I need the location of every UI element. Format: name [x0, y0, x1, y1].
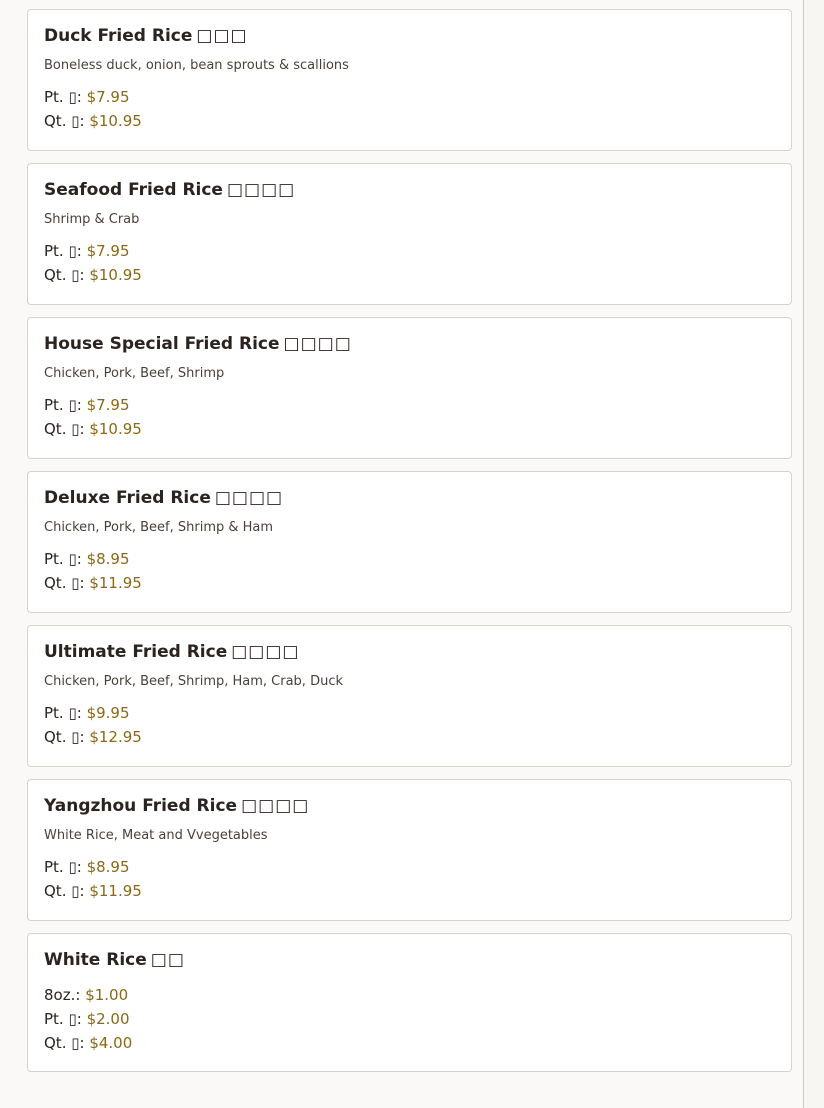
menu-item-card — [27, 933, 792, 1072]
price-row — [44, 879, 775, 903]
menu-item-card — [27, 317, 792, 459]
price-row — [44, 1007, 775, 1031]
price-row — [44, 983, 775, 1007]
size-label: Pt. ▯: — [44, 704, 82, 722]
menu-item-card — [27, 625, 792, 767]
price-value: $11.95 — [89, 882, 142, 900]
size-label: 8oz.: — [44, 986, 81, 1004]
item-chinese-name: □□□□ — [231, 642, 300, 662]
item-chinese-name: □□ — [150, 950, 185, 970]
price-list — [44, 547, 775, 595]
price-row — [44, 393, 775, 417]
menu-item-card — [27, 163, 792, 305]
price-value: $7.95 — [86, 242, 130, 260]
item-title — [44, 948, 775, 972]
item-description: Chicken, Pork, Beef, Shrimp & Ham — [44, 520, 274, 535]
price-value: $2.00 — [86, 1010, 130, 1028]
price-row — [44, 571, 775, 595]
price-row — [44, 263, 775, 287]
item-name: Duck Fried Rice — [44, 26, 193, 46]
size-label: Qt. ▯: — [44, 882, 85, 900]
price-value: $4.00 — [89, 1034, 133, 1052]
price-list — [44, 239, 775, 287]
item-chinese-name: □□□□ — [226, 180, 296, 200]
size-label: Pt. ▯: — [44, 858, 82, 876]
price-value: $7.95 — [86, 88, 130, 106]
item-name: Deluxe Fried Rice — [44, 488, 211, 508]
price-row — [44, 725, 775, 749]
price-row — [44, 855, 775, 879]
price-row — [44, 239, 775, 263]
price-value: $9.95 — [86, 704, 130, 722]
item-title — [44, 794, 775, 818]
price-row — [44, 85, 775, 109]
item-title — [44, 24, 775, 48]
price-value: $1.00 — [85, 986, 129, 1004]
menu-item-card — [27, 471, 792, 613]
item-chinese-name: □□□□ — [214, 488, 284, 508]
item-description: Boneless duck, onion, bean sprouts & scallions — [44, 58, 349, 73]
size-label: Qt. ▯: — [44, 266, 85, 284]
item-name: Ultimate Fried Rice — [44, 642, 228, 662]
size-label: Qt. ▯: — [44, 420, 85, 438]
price-list — [44, 855, 775, 903]
item-title — [44, 178, 775, 202]
price-list — [44, 85, 775, 133]
item-chinese-name: □□□□ — [283, 334, 352, 354]
size-label: Pt. ▯: — [44, 396, 82, 414]
menu-item-card — [27, 779, 792, 921]
price-row — [44, 109, 775, 133]
item-title — [44, 332, 775, 356]
item-description: Shrimp & Crab — [44, 212, 140, 227]
item-title — [44, 640, 775, 664]
item-name: Yangzhou Fried Rice — [44, 796, 238, 816]
price-value: $8.95 — [86, 858, 130, 876]
price-list — [44, 701, 775, 749]
price-row — [44, 547, 775, 571]
size-label: Qt. ▯: — [44, 574, 85, 592]
price-row — [44, 1031, 775, 1055]
price-value: $12.95 — [89, 728, 142, 746]
price-row — [44, 701, 775, 725]
size-label: Pt. ▯: — [44, 88, 82, 106]
size-label: Qt. ▯: — [44, 728, 85, 746]
size-label: Pt. ▯: — [44, 550, 82, 568]
price-value: $8.95 — [86, 550, 130, 568]
item-description: White Rice, Meat and Vvegetables — [44, 828, 268, 843]
item-name: House Special Fried Rice — [44, 334, 280, 354]
item-chinese-name: □□□ — [196, 26, 248, 46]
price-value: $7.95 — [86, 396, 130, 414]
price-value: $10.95 — [89, 112, 142, 130]
item-chinese-name: □□□□ — [241, 796, 310, 816]
price-list — [44, 983, 775, 1055]
price-value: $10.95 — [89, 420, 142, 438]
item-description: Chicken, Pork, Beef, Shrimp — [44, 366, 225, 381]
item-name: Seafood Fried Rice — [44, 180, 223, 200]
price-value: $10.95 — [89, 266, 142, 284]
price-row — [44, 417, 775, 441]
size-label: Qt. ▯: — [44, 1034, 85, 1052]
item-name: White Rice — [44, 950, 147, 970]
menu-item-list — [27, 9, 792, 1084]
size-label: Pt. ▯: — [44, 1010, 82, 1028]
size-label: Qt. ▯: — [44, 112, 85, 130]
item-description: Chicken, Pork, Beef, Shrimp, Ham, Crab, Duck — [44, 674, 343, 689]
price-value: $11.95 — [89, 574, 142, 592]
menu-item-card — [27, 9, 792, 151]
size-label: Pt. ▯: — [44, 242, 82, 260]
item-title — [44, 486, 775, 510]
price-list — [44, 393, 775, 441]
